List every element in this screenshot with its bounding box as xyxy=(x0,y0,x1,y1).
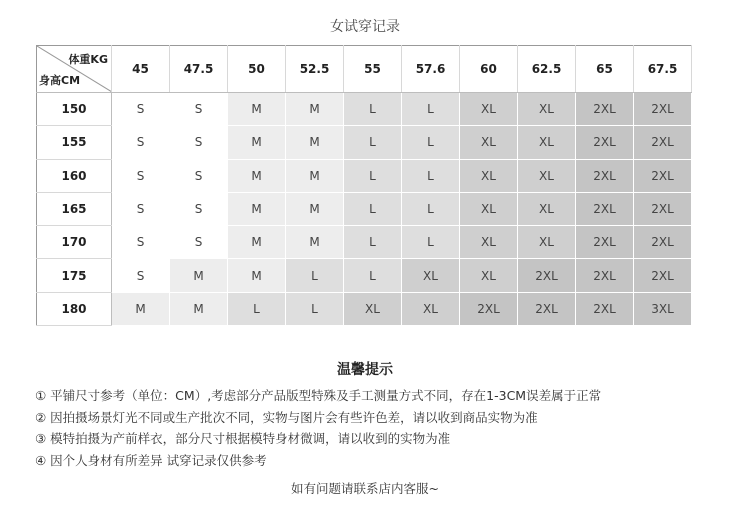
size-cell: S xyxy=(112,259,170,292)
size-cell: 2XL xyxy=(634,159,692,192)
size-cell: S xyxy=(170,159,228,192)
size-cell: L xyxy=(344,192,402,225)
size-cell: XL xyxy=(402,259,460,292)
size-cell: 2XL xyxy=(634,192,692,225)
size-cell: 2XL xyxy=(576,292,634,325)
size-cell: XL xyxy=(460,93,518,126)
weight-header: 55 xyxy=(344,46,402,93)
weight-header: 50 xyxy=(228,46,286,93)
size-cell: M xyxy=(286,126,344,159)
size-cell: M xyxy=(228,126,286,159)
weight-header: 57.6 xyxy=(402,46,460,93)
tip-item: ④ 因个人身材有所差异 试穿记录仅供参考 xyxy=(35,452,267,468)
size-cell: S xyxy=(170,226,228,259)
weight-header: 67.5 xyxy=(634,46,692,93)
size-cell: 2XL xyxy=(634,226,692,259)
size-cell: M xyxy=(286,159,344,192)
size-cell: XL xyxy=(460,126,518,159)
size-cell: XL xyxy=(518,192,576,225)
size-cell: 2XL xyxy=(576,259,634,292)
size-cell: L xyxy=(344,226,402,259)
size-cell: 2XL xyxy=(518,259,576,292)
size-cell: 2XL xyxy=(460,292,518,325)
size-cell: L xyxy=(344,126,402,159)
size-cell: M xyxy=(228,93,286,126)
height-axis-label: 身高CM xyxy=(39,74,81,87)
weight-header: 52.5 xyxy=(286,46,344,93)
size-cell: 2XL xyxy=(576,226,634,259)
weight-header: 60 xyxy=(460,46,518,93)
size-cell: L xyxy=(402,159,460,192)
footer-note: 如有问题请联系店内客服~ xyxy=(291,481,439,496)
height-header: 160 xyxy=(37,159,112,192)
height-header: 165 xyxy=(37,192,112,225)
height-header: 180 xyxy=(37,292,112,325)
size-cell: XL xyxy=(518,226,576,259)
size-cell: S xyxy=(112,226,170,259)
size-cell: XL xyxy=(518,159,576,192)
size-cell: L xyxy=(228,292,286,325)
size-cell: XL xyxy=(344,292,402,325)
height-header: 155 xyxy=(37,126,112,159)
size-table xyxy=(36,45,692,326)
table-row xyxy=(37,126,692,159)
tips-list xyxy=(35,385,715,471)
table-row xyxy=(37,93,692,126)
weight-header: 47.5 xyxy=(170,46,228,93)
size-cell: 2XL xyxy=(634,126,692,159)
size-cell: M xyxy=(170,259,228,292)
size-cell: L xyxy=(402,192,460,225)
size-cell: S xyxy=(170,93,228,126)
table-row xyxy=(37,159,692,192)
size-cell: 2XL xyxy=(518,292,576,325)
size-cell: XL xyxy=(518,126,576,159)
size-cell: L xyxy=(402,126,460,159)
size-cell: L xyxy=(402,226,460,259)
size-cell: XL xyxy=(402,292,460,325)
size-cell: M xyxy=(228,259,286,292)
size-cell: M xyxy=(228,159,286,192)
size-cell: L xyxy=(344,93,402,126)
size-cell: 2XL xyxy=(576,192,634,225)
page-title: 女试穿记录 xyxy=(330,19,400,35)
size-cell: L xyxy=(286,292,344,325)
size-cell: XL xyxy=(460,259,518,292)
size-cell: S xyxy=(170,192,228,225)
tips-title: 温馨提示 xyxy=(337,362,393,378)
size-cell: 3XL xyxy=(634,292,692,325)
size-cell: L xyxy=(402,93,460,126)
corner-cell xyxy=(37,46,112,93)
height-header: 175 xyxy=(37,259,112,292)
table-row xyxy=(37,192,692,225)
size-cell: XL xyxy=(460,192,518,225)
weight-header: 65 xyxy=(576,46,634,93)
height-header: 170 xyxy=(37,226,112,259)
size-cell: S xyxy=(112,192,170,225)
size-cell: M xyxy=(286,192,344,225)
size-cell: L xyxy=(286,259,344,292)
size-cell: L xyxy=(344,259,402,292)
table-row xyxy=(37,259,692,292)
header-row xyxy=(37,46,692,93)
size-cell: 2XL xyxy=(576,159,634,192)
tip-item: ② 因拍摄场景灯光不同或生产批次不同，实物与图片会有些许色差，请以收到商品实物为准 xyxy=(35,409,538,425)
size-cell: L xyxy=(344,159,402,192)
tip-item: ① 平铺尺寸参考（单位：CM）,考虑部分产品版型特殊及手工测量方式不同，存在1-3CM误差属于正常 xyxy=(35,388,602,403)
size-cell: M xyxy=(286,93,344,126)
weight-header: 45 xyxy=(112,46,170,93)
table-row xyxy=(37,292,692,325)
tip-item: ③ 模特拍摄为产前样衣，部分尺寸根据模特身材微调，请以收到的实物为准 xyxy=(35,431,451,446)
height-header: 150 xyxy=(37,93,112,126)
size-cell: M xyxy=(170,292,228,325)
size-cell: S xyxy=(112,93,170,126)
size-cell: 2XL xyxy=(576,93,634,126)
size-cell: S xyxy=(170,126,228,159)
size-cell: XL xyxy=(460,226,518,259)
size-cell: M xyxy=(112,292,170,325)
table-row xyxy=(37,226,692,259)
size-cell: XL xyxy=(518,93,576,126)
weight-header: 62.5 xyxy=(518,46,576,93)
size-cell: S xyxy=(112,159,170,192)
size-cell: 2XL xyxy=(576,126,634,159)
weight-axis-label: 体重KG xyxy=(68,53,108,66)
size-cell: M xyxy=(228,192,286,225)
size-cell: 2XL xyxy=(634,93,692,126)
size-cell: S xyxy=(112,126,170,159)
size-cell: M xyxy=(228,226,286,259)
size-cell: XL xyxy=(460,159,518,192)
size-cell: 2XL xyxy=(634,259,692,292)
size-cell: M xyxy=(286,226,344,259)
